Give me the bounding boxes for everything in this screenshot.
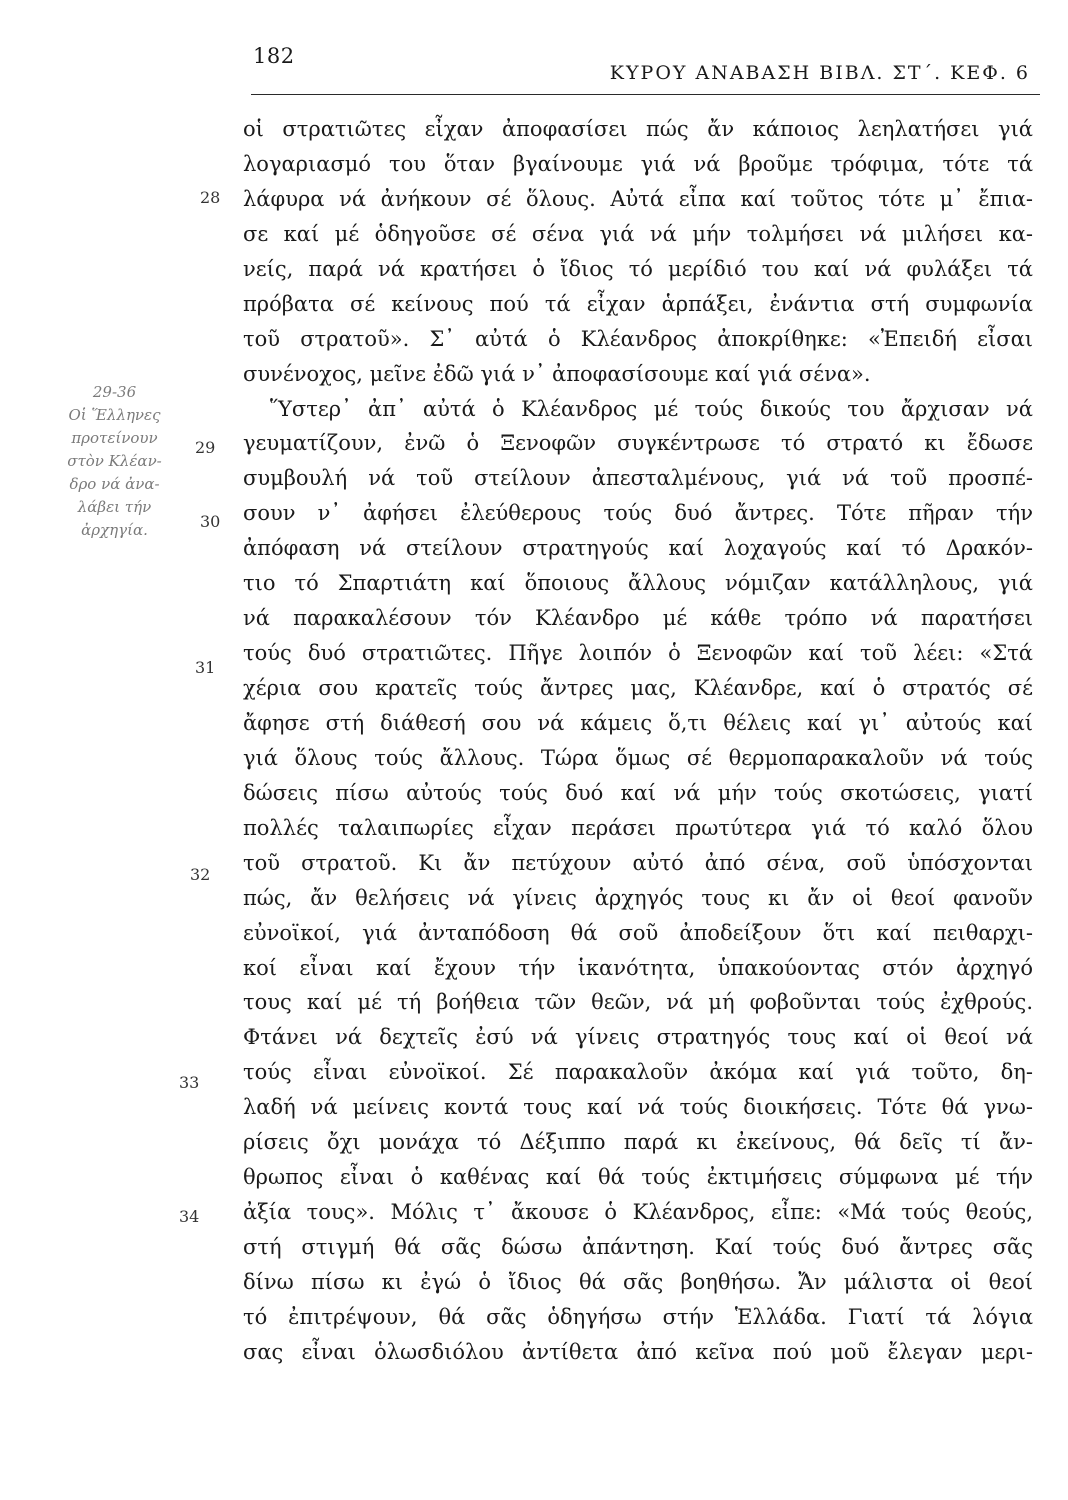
- text-line: τοῦ στρατοῦ. Κι ἄν πετύχουν αὐτό ἀπό σένα, σοῦ ὑπόσχονται: [243, 850, 1033, 875]
- margin-note-line: δρο νά ἀνα-: [69, 475, 160, 493]
- text-line: θρωπος εἶναι ὁ καθένας καί θά τούς ἐκτιμήσεις σύμφωνα μέ τήν: [243, 1165, 1033, 1190]
- text-line: τούς εἶναι εὐνοϊκοί. Σέ παρακαλοῦν ἀκόμα καί γιά τοῦτο, δη-: [243, 1060, 1033, 1085]
- text-line: δώσεις πίσω αὐτούς τούς δυό καί νά μήν τούς σκοτώσεις, γιατί: [243, 780, 1033, 805]
- margin-note: [52, 381, 177, 542]
- text-line: τιο τό Σπαρτιάτη καί ὅποιους ἄλλους νόμιζαν κατάλληλους, γιά: [243, 571, 1033, 596]
- header-rule: [251, 94, 1040, 95]
- text-line: γευματίζουν, ἐνῶ ὁ Ξενοφῶν συγκέντρωσε τό στρατό κι ἔδωσε: [243, 431, 1033, 456]
- section-number-32: 32: [190, 865, 211, 884]
- margin-note-range: 29-36: [92, 383, 137, 401]
- text-line: στή στιγμή θά σᾶς δώσω ἀπάντηση. Καί τούς δυό ἄντρες σᾶς: [243, 1235, 1033, 1259]
- section-number-28: 28: [200, 188, 221, 207]
- text-line: τό ἐπιτρέψουν, θά σᾶς ὁδηγήσω στήν Ἑλλάδα. Γιατί τά λόγια: [243, 1304, 1033, 1329]
- margin-note-line: στὸν Κλέαν-: [67, 452, 162, 470]
- text-line: ρίσεις ὄχι μονάχα τό Δέξιππο παρά κι ἐκείνους, θά δεῖς τί ἄν-: [243, 1130, 1033, 1155]
- text-line: ἄφησε στή διάθεσή σου νά κάμεις ὅ,τι θέλεις καί γι᾽ αὐτούς καί: [243, 710, 1033, 735]
- text-line: κοί εἶναι καί ἔχουν τήν ἱκανότητα, ὑπακούοντας στόν ἀρχηγό: [243, 955, 1033, 980]
- text-line: τούς δυό στρατιῶτες. Πῆγε λοιπόν ὁ Ξενοφῶν καί τοῦ λέει: «Στά: [243, 641, 1033, 666]
- text-line: συμβουλή νά τοῦ στείλουν ἀπεσταλμένους, γιά νά τοῦ προσπέ-: [243, 466, 1033, 491]
- margin-note-line: ἀρχηγία.: [81, 521, 148, 539]
- text-line: ἀπόφαση νά στείλουν στρατηγούς καί λοχαγούς καί τό Δρακόν-: [243, 536, 1033, 561]
- text-line: λαδή νά μείνεις κοντά τους καί νά τούς διοικήσεις. Τότε θά γνω-: [243, 1095, 1033, 1120]
- text-line: πρόβατα σέ κείνους πού τά εἶχαν ἁρπάξει, ἐνάντια στή συμφωνία: [243, 291, 1033, 316]
- text-line: εὐνοϊκοί, γιά ἀνταπόδοση θά σοῦ ἀποδείξουν ὅτι καί πειθαρχι-: [243, 920, 1033, 945]
- body-text: [243, 112, 1033, 1370]
- section-number-29: 29: [195, 438, 216, 457]
- text-line: λάφυρα νά ἀνήκουν σέ ὅλους. Αὐτά εἶπα καί τοῦτος τότε μ᾽ ἔπια-: [243, 186, 1033, 211]
- section-number-34: 34: [179, 1207, 200, 1226]
- margin-note-line: λάβει τήν: [77, 498, 152, 516]
- text-line: λογαριασμό του ὅταν βγαίνουμε γιά νά βροῦμε τρόφιμα, τότε τά: [243, 151, 1033, 176]
- margin-note-line: Οἱ Ἕλληνες: [68, 406, 161, 424]
- text-line: οἱ στρατιῶτες εἶχαν ἀποφασίσει πώς ἄν κάποιος λεηλατήσει γιά: [243, 117, 1033, 141]
- running-head: ΚΥΡΟΥ ΑΝΑΒΑΣΗ ΒΙΒΛ. ΣΤ΄. ΚΕΦ. 6: [609, 62, 1030, 84]
- text-line: νά παρακαλέσουν τόν Κλέανδρο μέ κάθε τρόπο νά παρατήσει: [243, 606, 1033, 631]
- text-line: δίνω πίσω κι ἐγώ ὁ ἴδιος θά σᾶς βοηθήσω. Ἄν μάλιστα οἱ θεοί: [243, 1269, 1033, 1294]
- section-number-30: 30: [200, 512, 221, 531]
- text-line: πολλές ταλαιπωρίες εἶχαν περάσει πρωτύτερα γιά τό καλό ὅλου: [243, 815, 1033, 840]
- text-line: σουν ν᾽ ἀφήσει ἐλεύθερους τούς δυό ἄντρες. Τότε πῆραν τήν: [243, 501, 1033, 526]
- page-number: 182: [253, 44, 295, 68]
- text-line: τους καί μέ τή βοήθεια τῶν θεῶν, νά μή φοβοῦνται τούς ἐχθρούς.: [243, 990, 1033, 1015]
- text-line: πώς, ἄν θελήσεις νά γίνεις ἀρχηγός τους κι ἄν οἱ θεοί φανοῦν: [243, 885, 1033, 910]
- text-line: ἀξία τους». Μόλις τ᾽ ἄκουσε ὁ Κλέανδρος, εἶπε: «Μά τούς θεούς,: [243, 1200, 1033, 1225]
- text-line: τοῦ στρατοῦ». Σ᾽ αὐτά ὁ Κλέανδρος ἀποκρίθηκε: «Ἐπειδή εἶσαι: [243, 326, 1033, 351]
- text-line: σας εἶναι ὁλωσδιόλου ἀντίθετα ἀπό κεῖνα πού μοῦ ἔλεγαν μερι-: [243, 1339, 1033, 1364]
- text-line: Ὕστερ᾽ ἀπ᾽ αὐτά ὁ Κλέανδρος μέ τούς δικούς του ἄρχισαν νά: [270, 396, 1033, 421]
- text-line: Φτάνει νά δεχτεῖς ἐσύ νά γίνεις στρατηγός τους καί οἱ θεοί νά: [243, 1025, 1033, 1050]
- text-line: συνένοχος, μεῖνε ἐδῶ γιά ν᾽ ἀποφασίσουμε καί γιά σένα».: [243, 361, 871, 386]
- section-number-31: 31: [195, 658, 216, 677]
- section-number-33: 33: [179, 1073, 200, 1092]
- text-line: γιά ὅλους τούς ἄλλους. Τώρα ὅμως σέ θερμοπαρακαλοῦν νά τούς: [243, 745, 1033, 770]
- text-line: σε καί μέ ὁδηγοῦσε σέ σένα γιά νά μήν τολμήσει νά μιλήσει κα-: [243, 221, 1033, 246]
- margin-note-line: προτείνουν: [71, 429, 158, 447]
- text-line: νείς, παρά νά κρατήσει ὁ ἴδιος τό μερίδιό του καί νά φυλάξει τά: [243, 256, 1033, 281]
- text-line: χέρια σου κρατεῖς τούς ἄντρες μας, Κλέανδρε, καί ὁ στρατός σέ: [243, 676, 1033, 700]
